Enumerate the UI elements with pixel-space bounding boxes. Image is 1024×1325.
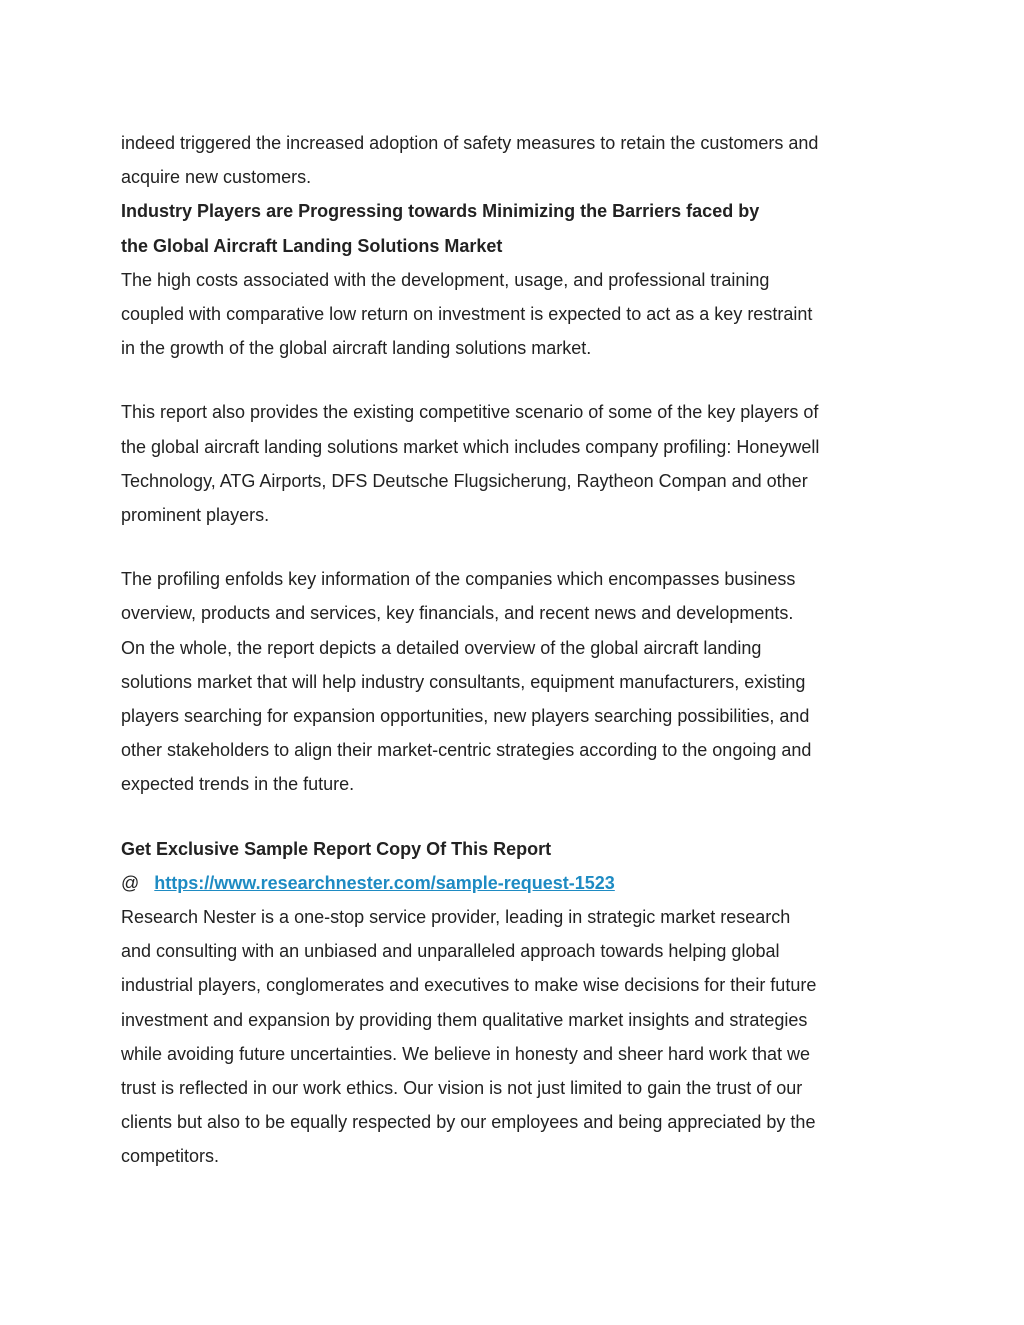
about-line: and consulting with an unbiased and unparalleled approach towards helping global xyxy=(121,941,780,962)
competitive-line: the global aircraft landing solutions market which includes company profiling: Honeywell xyxy=(121,436,820,457)
profiling-line: other stakeholders to align their market-centric strategies according to the ongoing and xyxy=(121,740,812,761)
profiling-line: solutions market that will help industry consultants, equipment manufacturers, existing xyxy=(121,671,806,692)
about-line: investment and expansion by providing them qualitative market insights and strategies xyxy=(121,1009,808,1030)
about-paragraph xyxy=(121,900,911,1174)
competitive-line: prominent players. xyxy=(121,505,270,526)
section-heading xyxy=(121,194,911,262)
intro-line: indeed triggered the increased adoption of safety measures to retain the customers and xyxy=(121,133,819,153)
sample-request-block xyxy=(121,832,911,900)
restraint-line: in the growth of the global aircraft landing solutions market. xyxy=(121,338,592,359)
profiling-line: On the whole, the report depicts a detailed overview of the global aircraft landing xyxy=(121,637,762,658)
about-line: Research Nester is a one-stop service provider, leading in strategic market research xyxy=(121,907,791,928)
competitive-line: This report also provides the existing competitive scenario of some of the key players of xyxy=(121,402,819,423)
restraint-paragraph xyxy=(121,263,911,366)
sample-request-link-line xyxy=(121,866,911,900)
about-line: trust is reflected in our work ethics. Our vision is not just limited to gain the trust of our xyxy=(121,1078,803,1099)
about-line: clients but also to be equally respected by our employees and being appreciated by the xyxy=(121,1112,816,1133)
profiling-line: overview, products and services, key financials, and recent news and developments. xyxy=(121,603,794,624)
document-page xyxy=(121,126,911,1174)
section-heading-line: the Global Aircraft Landing Solutions Market xyxy=(121,235,503,256)
paragraph-spacer xyxy=(121,802,911,832)
profiling-line: expected trends in the future. xyxy=(121,774,355,795)
competitive-paragraph xyxy=(121,395,911,532)
intro-paragraph xyxy=(121,126,911,194)
restraint-line: coupled with comparative low return on investment is expected to act as a key restraint xyxy=(121,304,813,325)
profiling-line: The profiling enfolds key information of the companies which encompasses business xyxy=(121,569,796,590)
profiling-paragraph xyxy=(121,562,911,801)
about-line: while avoiding future uncertainties. We believe in honesty and sheer hard work that we xyxy=(121,1043,811,1064)
profiling-line: players searching for expansion opportunities, new players searching possibilities, and xyxy=(121,706,810,727)
sample-request-link[interactable]: https://www.researchnester.com/sample-request-1523 xyxy=(154,872,615,893)
sample-request-heading: Get Exclusive Sample Report Copy Of This Report xyxy=(121,838,552,859)
about-line: competitors. xyxy=(121,1146,220,1167)
section-heading-line: Industry Players are Progressing towards Minimizing the Barriers faced by xyxy=(121,201,760,222)
at-symbol: @ xyxy=(121,872,140,893)
intro-line: acquire new customers. xyxy=(121,167,312,188)
competitive-line: Technology, ATG Airports, DFS Deutsche Flugsicherung, Raytheon Compan and other xyxy=(121,470,808,491)
paragraph-spacer xyxy=(121,532,911,562)
about-line: industrial players, conglomerates and executives to make wise decisions for their future xyxy=(121,975,817,996)
restraint-line: The high costs associated with the development, usage, and professional training xyxy=(121,269,770,290)
paragraph-spacer xyxy=(121,365,911,395)
